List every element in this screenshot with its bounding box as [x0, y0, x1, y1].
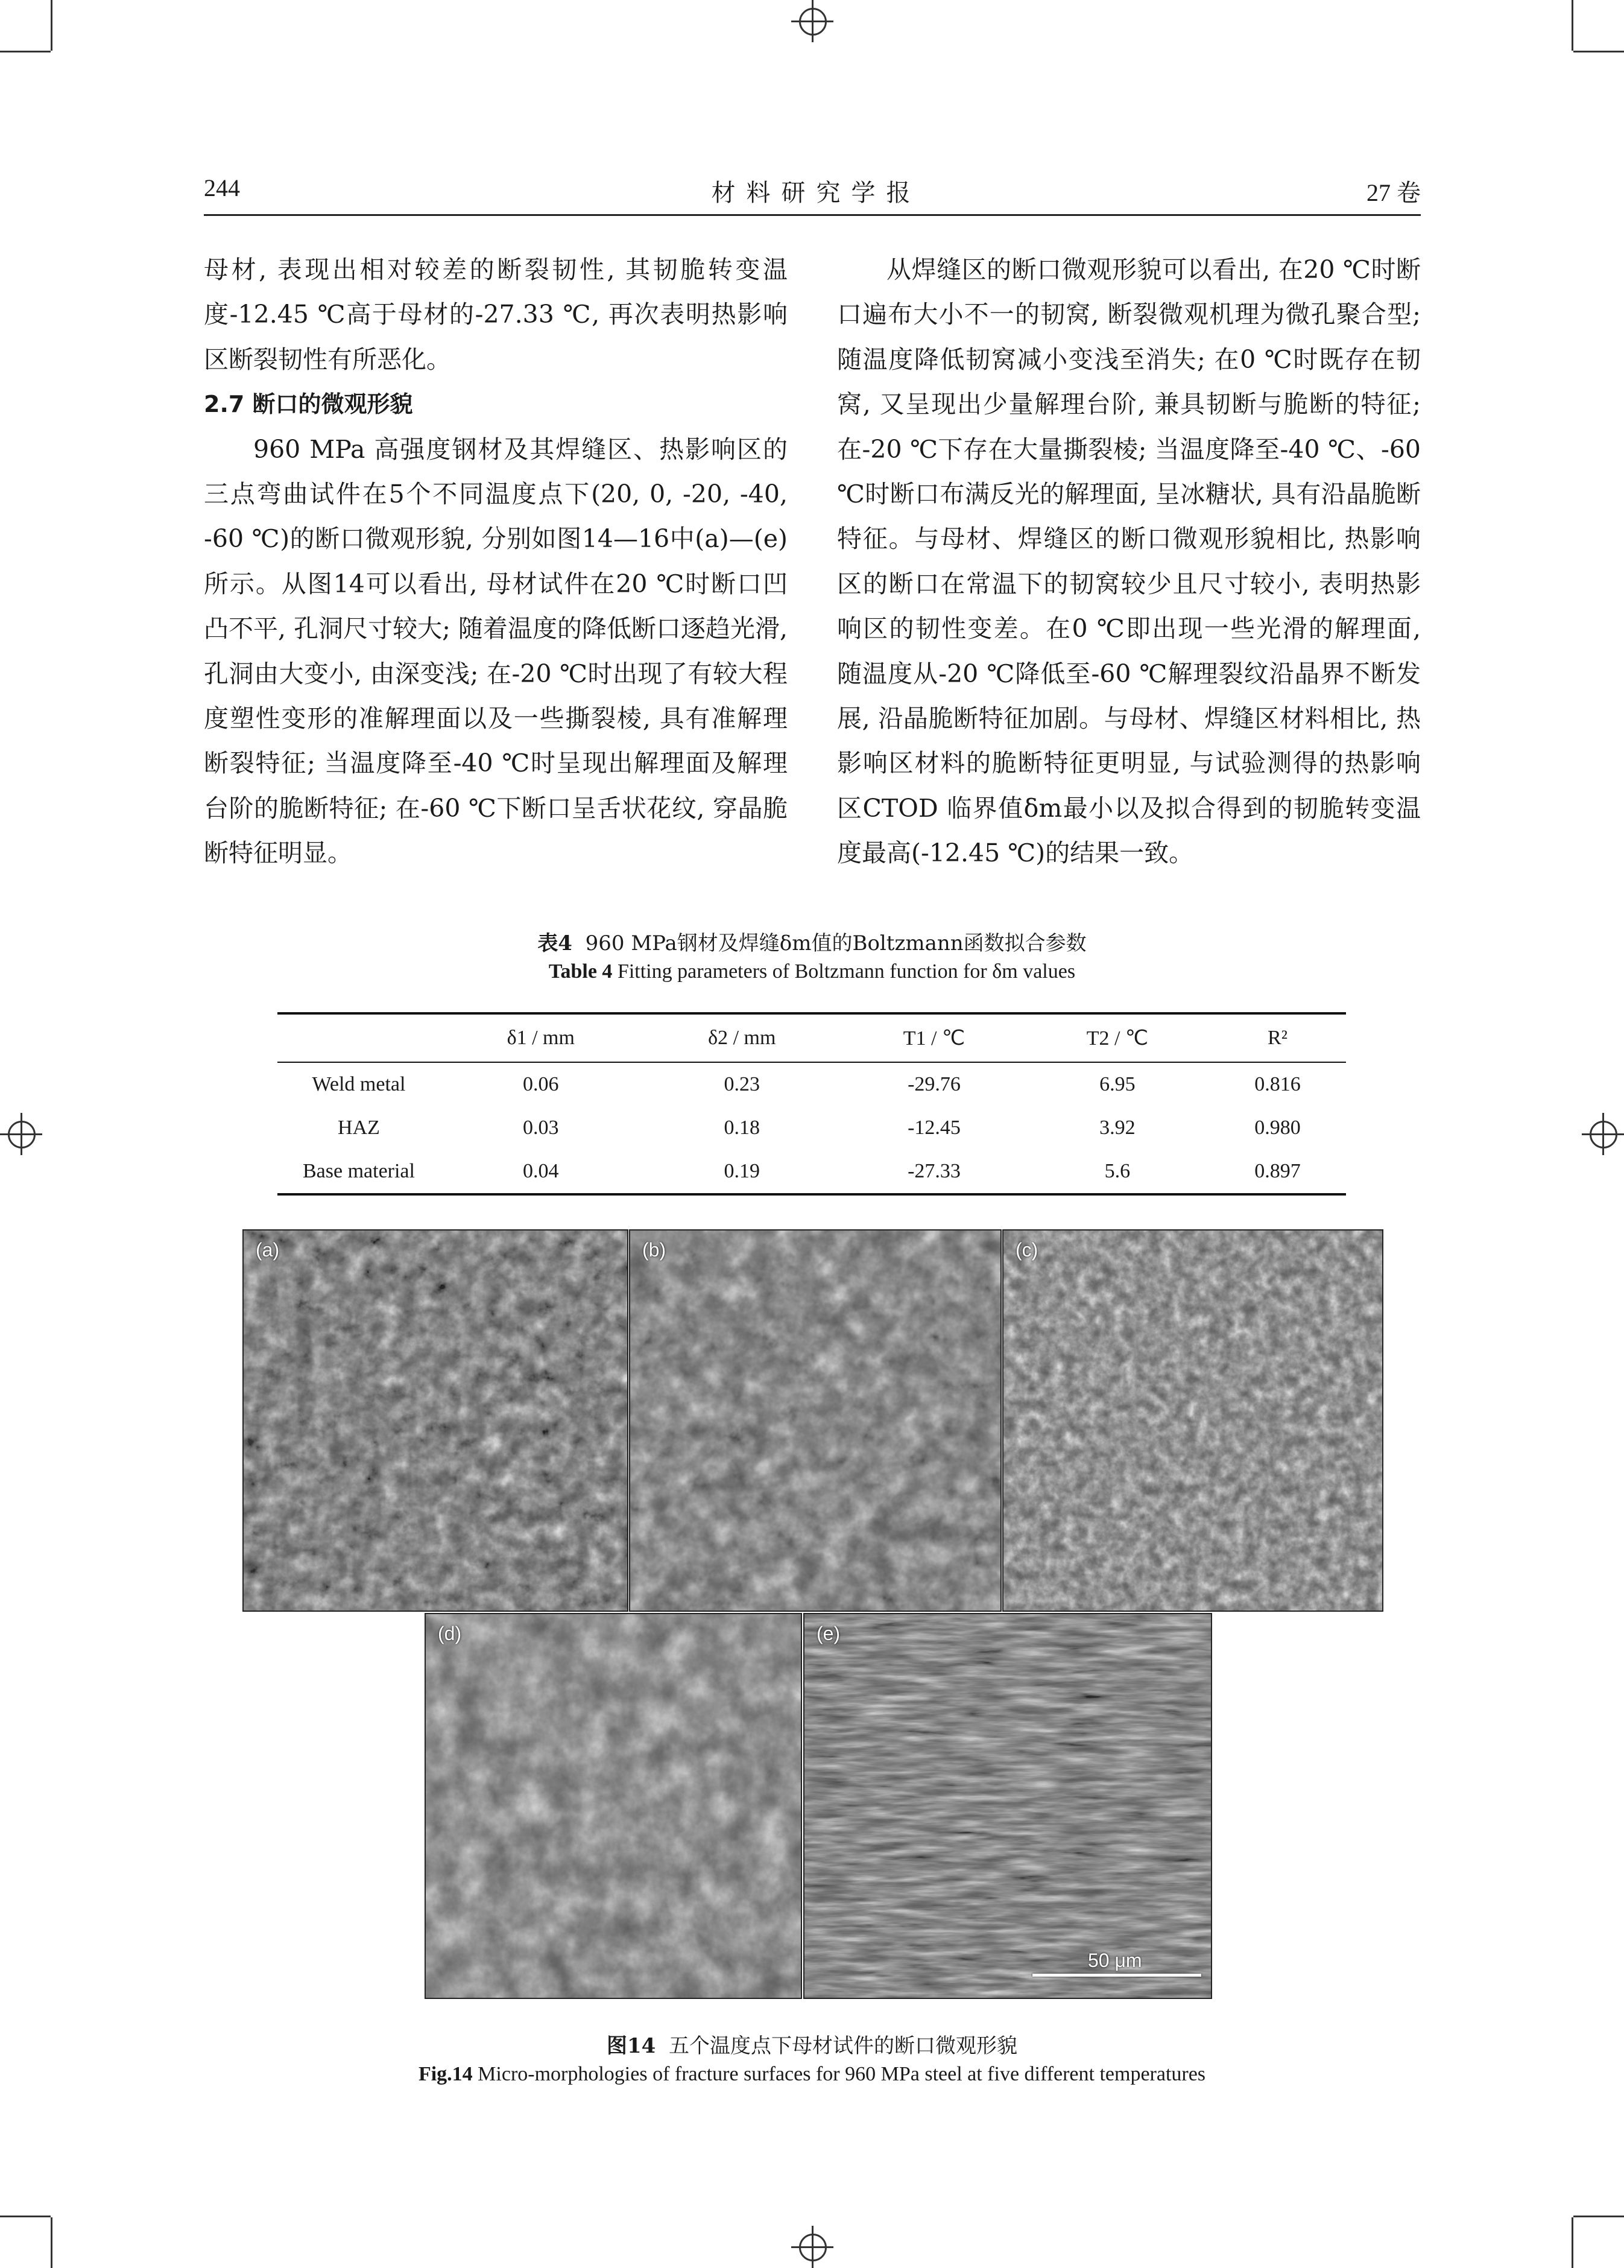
- table-cell: -27.33: [842, 1150, 1026, 1194]
- table-header-cell: δ1 / mm: [440, 1013, 642, 1062]
- left-paragraph-1: 母材, 表现出相对较差的断裂韧性, 其韧脆转变温度-12.45 ℃高于母材的-27.33 ℃, 再次表明热影响区断裂韧性有所恶化。: [204, 255, 788, 374]
- registration-mark-top: [791, 0, 833, 42]
- sem-image-b: [630, 1231, 1000, 1611]
- right-column: [837, 247, 1421, 876]
- table-header-cell: T2 / ℃: [1026, 1013, 1209, 1062]
- table-row: [277, 1150, 1346, 1194]
- table-header-cell: T1 / ℃: [842, 1013, 1026, 1062]
- figure-panel-a: [242, 1229, 628, 1612]
- table-header-cell: [277, 1013, 440, 1062]
- table-header-cell: R²: [1209, 1013, 1346, 1062]
- figure-caption-cn-label: 图14: [607, 2034, 656, 2058]
- scale-bar-label: 50 μm: [1088, 1950, 1142, 1971]
- table-cell: 0.04: [440, 1150, 642, 1194]
- sem-image-d: [426, 1614, 801, 1998]
- registration-mark-right: [1582, 1113, 1624, 1155]
- table-cell: Weld metal: [312, 1073, 406, 1095]
- table-cell: 0.23: [724, 1073, 760, 1095]
- volume-label: 27 卷: [1366, 179, 1421, 206]
- figure-caption-en-text: Micro-morphologies of fracture surfaces for 960 MPa steel at five different temperatures: [478, 2063, 1206, 2085]
- table-cell: 0.19: [642, 1150, 843, 1194]
- crop-mark: [1572, 2217, 1573, 2268]
- scale-bar: [1032, 1974, 1201, 1977]
- table-caption-en-label: Table 4: [548, 960, 613, 983]
- table-row: [277, 1106, 1346, 1150]
- figure-panel-e: [803, 1613, 1212, 1999]
- crop-mark: [1573, 51, 1624, 52]
- crop-mark: [0, 51, 51, 52]
- figure-panel-d: [425, 1613, 802, 1999]
- table-cell: -12.45: [908, 1117, 961, 1139]
- panel-label: (e): [817, 1623, 841, 1644]
- table-cell: Base material: [277, 1150, 440, 1194]
- figure-caption-cn-text: 五个温度点下母材试件的断口微观形貌: [668, 2034, 1017, 2058]
- table-caption-en: [0, 960, 1624, 983]
- table-caption-cn-label: 表4: [537, 931, 572, 955]
- figure-caption-en: [0, 2063, 1624, 2086]
- crop-mark: [51, 2217, 52, 2268]
- table-cell: -29.76: [908, 1073, 961, 1095]
- table-cell: 0.03: [523, 1117, 559, 1139]
- registration-mark-bottom: [791, 2226, 833, 2268]
- table-caption-cn-text: 960 MPa钢材及焊缝δm值的Boltzmann函数拟合参数: [585, 931, 1087, 955]
- journal-title: 材 料 研 究 学 报: [711, 179, 913, 206]
- sem-image-c: [1003, 1231, 1382, 1611]
- panel-label: (b): [642, 1239, 666, 1261]
- table-4: [277, 1012, 1346, 1196]
- table-cell: 0.980: [1254, 1117, 1301, 1139]
- table-cell: 0.06: [523, 1073, 559, 1095]
- table-cell: 0.18: [724, 1117, 760, 1139]
- header-rule: [204, 214, 1421, 216]
- sem-image-a: [244, 1231, 627, 1611]
- crop-mark: [1572, 0, 1573, 51]
- crop-mark: [1573, 2216, 1624, 2217]
- figure-caption-en-label: Fig.14: [418, 2063, 473, 2085]
- left-paragraph-2: 960 MPa 高强度钢材及其焊缝区、热影响区的三点弯曲试件在5个不同温度点下(20, 0, -20, -40, -60 ℃)的断口微观形貌, 分别如图14—16中(a)—(e)所示。从图14可以看出, 母材试件在20 ℃时断口凹凸不平, 孔洞尺寸较大; 随着温度的降低断口逐趋光滑, 孔洞由大变小, 由深变浅; 在-20 ℃时出现了有较大程度塑性变形的准解理面以及一些撕裂棱, 具有准解理断裂特征; 当温度降至-40 ℃时呈现出解理面及解理台阶的脆断特征; 在-60 ℃下断口呈舌状花纹, 穿晶脆断特征明显。: [204, 434, 788, 868]
- registration-mark-left: [0, 1113, 42, 1155]
- table-header-cell: δ2 / mm: [642, 1013, 843, 1062]
- figure-caption-cn: [0, 2029, 1624, 2059]
- table-cell: 3.92: [1099, 1117, 1136, 1139]
- crop-mark: [51, 0, 52, 51]
- table-cell: HAZ: [338, 1117, 380, 1139]
- panel-label: (c): [1016, 1239, 1038, 1261]
- table-cell: 6.95: [1099, 1073, 1136, 1095]
- table-row: [277, 1062, 1346, 1106]
- sem-image-e: [804, 1614, 1211, 1998]
- table-caption-cn: [0, 927, 1624, 956]
- table-cell: 0.816: [1254, 1073, 1301, 1095]
- table-cell: 0.897: [1209, 1150, 1346, 1194]
- page-number: 244: [204, 174, 240, 201]
- panel-label: (d): [438, 1623, 462, 1644]
- table-cell: 5.6: [1026, 1150, 1209, 1194]
- section-title: 2.7 断口的微观形貌: [204, 391, 413, 418]
- table-header-row: [277, 1013, 1346, 1062]
- left-column: [204, 247, 788, 876]
- figure-panel-c: [1002, 1229, 1383, 1612]
- right-paragraph-1: 从焊缝区的断口微观形貌可以看出, 在20 ℃时断口遍布大小不一的韧窝, 断裂微观机理为微孔聚合型; 随温度降低韧窝减小变浅至消失; 在0 ℃时既存在韧窝, 又呈现出少量解理台阶, 兼具韧断与脆断的特征; 在-20 ℃下存在大量撕裂棱; 当温度降至-40 ℃、-60 ℃时断口布满反光的解理面, 呈冰糖状, 具有沿晶脆断特征。与母材、焊缝区的断口微观形貌相比, 热影响区的断口在常温下的韧窝较少且尺寸较小, 表明热影响区的韧性变差。在0 ℃即出现一些光滑的解理面, 随温度从-20 ℃降低至-60 ℃解理裂纹沿晶界不断发展, 沿晶脆断特征加剧。与母材、焊缝区材料相比, 热影响区材料的脆断特征更明显, 与试验测得的热影响区CTOD 临界值δm最小以及拟合得到的韧脆转变温度最高(-12.45 ℃)的结果一致。: [837, 255, 1421, 868]
- crop-mark: [0, 2216, 51, 2217]
- figure-panel-b: [629, 1229, 1002, 1612]
- table-caption-en-text: Fitting parameters of Boltzmann function for δm values: [617, 960, 1076, 983]
- panel-label: (a): [256, 1239, 280, 1261]
